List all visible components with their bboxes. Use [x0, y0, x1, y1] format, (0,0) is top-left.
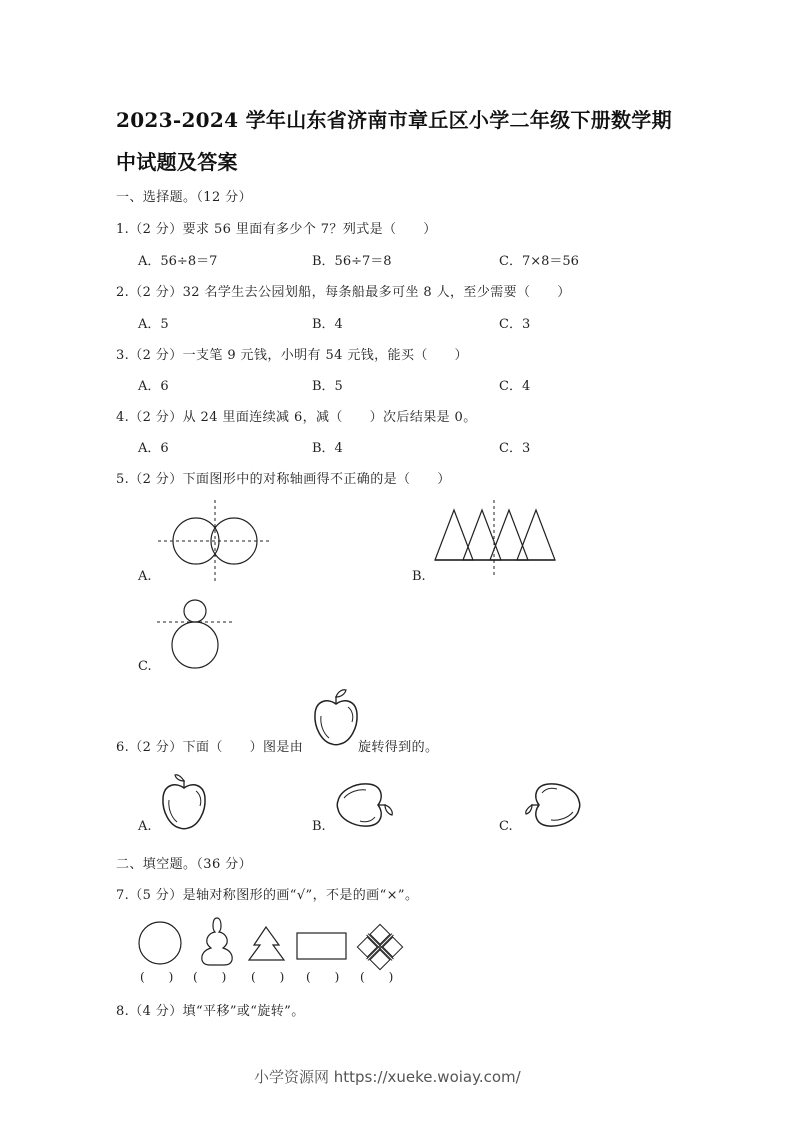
- question-6-option-a: A.: [138, 819, 152, 834]
- answer-blank-circle[interactable]: ( ): [140, 970, 174, 984]
- answer-blank-pinwheel[interactable]: ( ): [360, 970, 394, 984]
- answer-blank-gourd[interactable]: ( ): [193, 970, 227, 984]
- document-title-line-1: 2023-2024 学年山东省济南市章丘区小学二年级下册数学期: [116, 108, 672, 132]
- question-3-text: 3.（2 分）一支笔 9 元钱，小明有 54 元钱，能买（ ）: [116, 348, 468, 363]
- question-3-option-b: B．5: [312, 379, 343, 394]
- question-4-option-c: C．3: [499, 441, 531, 456]
- snowman-symmetry-figure-icon: [155, 598, 240, 670]
- question-1-text: 1.（2 分）要求 56 里面有多少个 7？列式是（ ）: [116, 222, 437, 237]
- question-6-option-c: C.: [499, 819, 513, 834]
- apple-reference-icon: [312, 688, 360, 748]
- symmetry-shapes-row-icon: [130, 912, 420, 968]
- question-2-text: 2.（2 分）32 名学生去公园划船，每条船最多可坐 8 人，至少需要（ ）: [116, 285, 571, 300]
- question-2-option-c: C．3: [499, 317, 531, 332]
- section-heading-fill-blank: 二、填空题。（36 分）: [116, 857, 252, 872]
- footer-watermark: 小学资源网 https://xueke.woiay.com/: [254, 1068, 521, 1086]
- document-title-line-2: 中试题及答案: [116, 150, 238, 174]
- triangles-symmetry-figure-icon: [432, 498, 562, 583]
- apple-rotated-right-icon: [333, 780, 395, 830]
- question-3-option-c: C．4: [499, 379, 531, 394]
- question-6-option-b: B.: [312, 819, 326, 834]
- section-heading-choice: 一、选择题。（12 分）: [116, 190, 252, 205]
- question-6-text-after: 旋转得到的。: [358, 740, 439, 755]
- question-4-text: 4.（2 分）从 24 里面连续减 6，减（ ）次后结果是 0。: [116, 410, 477, 425]
- question-5-option-c: C.: [138, 659, 152, 674]
- question-5-text: 5.（2 分）下面图形中的对称轴画得不正确的是（ ）: [116, 472, 451, 487]
- question-8-text: 8.（4 分）填“平移”或“旋转”。: [116, 1004, 305, 1019]
- question-2-option-a: A．5: [138, 317, 169, 332]
- question-1-option-b: B．56÷7＝8: [312, 254, 392, 269]
- question-7-text: 7.（5 分）是轴对称图形的画“√”，不是的画“×”。: [116, 888, 419, 903]
- question-1-option-a: A．56÷8＝7: [138, 254, 218, 269]
- question-4-option-b: B．4: [312, 441, 343, 456]
- question-5-option-b: B.: [412, 569, 426, 584]
- question-4-option-a: A．6: [138, 441, 169, 456]
- question-6-text-before: 6.（2 分）下面（ ）图是由: [116, 740, 304, 755]
- two-circles-symmetry-figure-icon: [155, 498, 275, 588]
- question-2-option-b: B．4: [312, 317, 343, 332]
- question-3-option-a: A．6: [138, 379, 169, 394]
- question-5-option-a: A.: [138, 569, 152, 584]
- answer-blank-rectangle[interactable]: ( ): [306, 970, 340, 984]
- apple-rotated-left-icon: [522, 780, 584, 830]
- apple-upright-icon: [160, 772, 208, 832]
- answer-blank-tree[interactable]: ( ): [251, 970, 285, 984]
- question-1-option-c: C．7×8＝56: [499, 254, 579, 269]
